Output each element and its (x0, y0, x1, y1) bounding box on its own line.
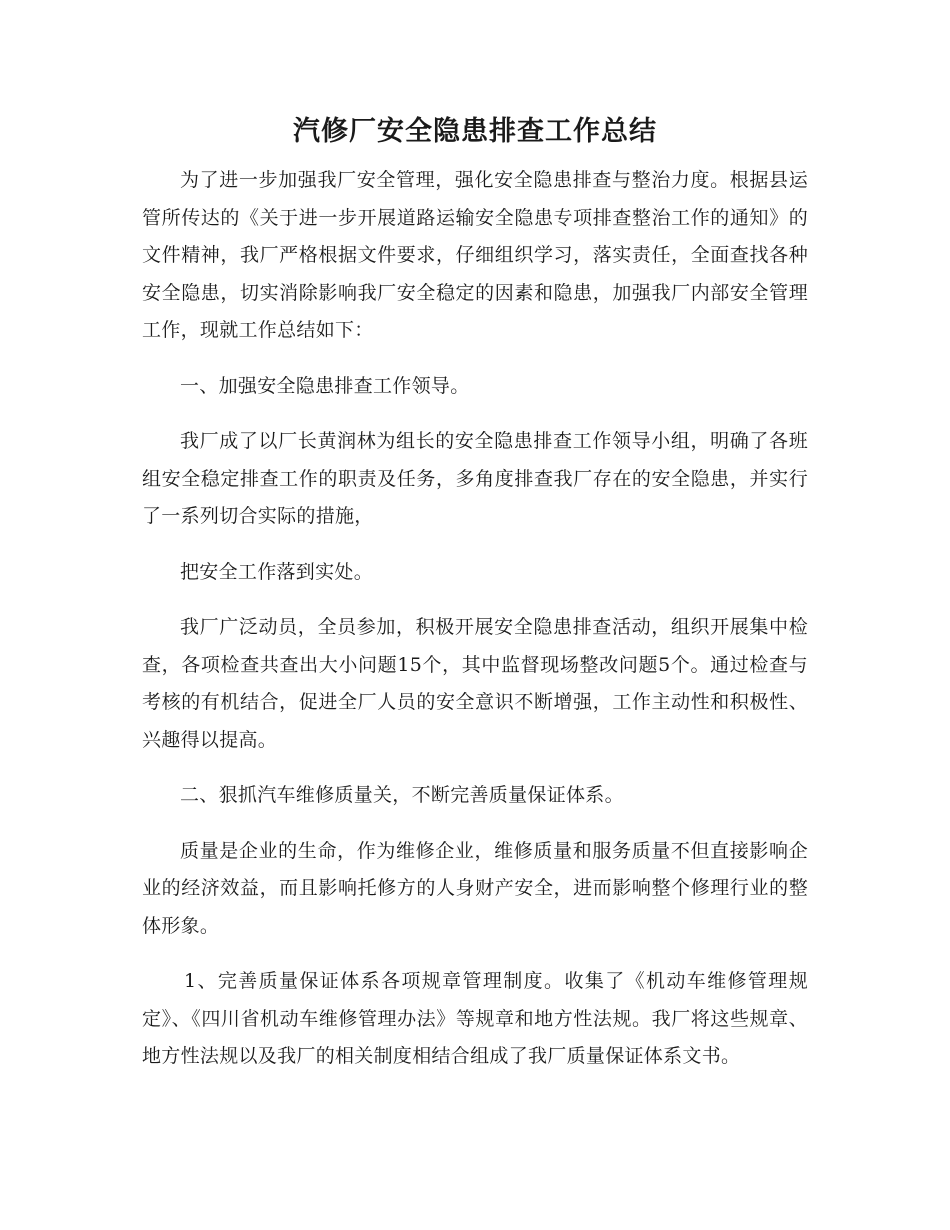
paragraph-inspection: 我厂广泛动员，全员参加，积极开展安全隐患排查活动，组织开展集中检查，各项检查共查出大小问题15个，其中监督现场整改问题5个。通过检查与考核的有机结合，促进全厂人员的安全意识不断增强，工作主动性和积极性、兴趣得以提高。 (142, 616, 808, 751)
paragraph-leadership: 我厂成了以厂长黄润林为组长的安全隐患排查工作领导小组，明确了各班组安全稳定排查工作的职责及任务，多角度排查我厂存在的安全隐患，并实行了一系列切合实际的措施， (142, 430, 808, 527)
paragraph-intro: 为了进一步加强我厂安全管理，强化安全隐患排查与整治力度。根据县运管所传达的《关于进一步开展道路运输安全隐患专项排查整治工作的通知》的文件精神，我厂严格根据文件要求，仔细组织学习，落实责任，全面查找各种安全隐患，切实消除影响我厂安全稳定的因素和隐患，加强我厂内部安全管理工作，现就工作总结如下： (142, 169, 808, 341)
document-title: 汽修厂安全隐患排查工作总结 (293, 116, 657, 147)
heading-section-1: 一、加强安全隐患排查工作领导。 (180, 374, 470, 397)
paragraph-implementation: 把安全工作落到实处。 (180, 560, 374, 583)
paragraph-quality: 质量是企业的生命，作为维修企业，维修质量和服务质量不但直接影响企业的经济效益，而且影响托修方的人身财产安全，进而影响整个修理行业的整体形象。 (142, 839, 808, 937)
heading-section-2: 二、狠抓汽车维修质量关，不断完善质量保证体系。 (180, 784, 624, 806)
document-body (142, 110, 808, 1094)
paragraph-regulations: 1、完善质量保证体系各项规章管理制度。收集了《机动车维修管理规定》、《四川省机动车维修管理办法》等规章和地方性法规。我厂将这些规章、地方性法规以及我厂的相关制度相结合组成了我厂质量保证体系文书。 (142, 970, 808, 1067)
